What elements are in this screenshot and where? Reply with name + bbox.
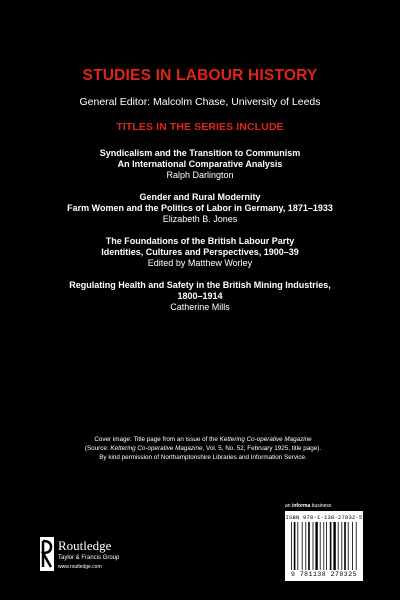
book-author: Catherine Mills bbox=[170, 302, 230, 312]
book-title: Regulating Health and Safety in the British Mining Industries, bbox=[69, 280, 331, 290]
series-title: STUDIES IN LABOUR HISTORY bbox=[82, 67, 318, 84]
book-author: Ralph Darlington bbox=[166, 170, 234, 180]
credit-line-3: By kind permission of Northamptonshire Libraries and Information Service. bbox=[99, 454, 307, 461]
book-subtitle: Farm Women and the Politics of Labor in Germany, 1871–1933 bbox=[67, 203, 333, 213]
list-item bbox=[0, 236, 400, 269]
book-subtitle: An International Comparative Analysis bbox=[117, 159, 283, 169]
book-list bbox=[0, 148, 400, 324]
cover-image-credit bbox=[38, 435, 368, 462]
book-author: Elizabeth B. Jones bbox=[162, 214, 238, 224]
book-subtitle: Identities, Cultures and Perspectives, 1900–39 bbox=[101, 247, 299, 257]
barcode-bars-icon bbox=[291, 522, 357, 570]
list-item bbox=[0, 148, 400, 181]
informa-text: an bbox=[285, 503, 292, 509]
book-title: Syndicalism and the Transition to Communism bbox=[99, 148, 301, 158]
publisher-logo bbox=[40, 537, 190, 573]
credit-text: (Source: bbox=[84, 445, 111, 452]
isbn-text: ISBN 978-1-138-27832-5 bbox=[285, 514, 363, 521]
magazine-name: Kettering Co-operative Magazine bbox=[110, 445, 203, 452]
routledge-logo-icon bbox=[40, 537, 54, 571]
credit-text: Cover image: Title page from an issue of the bbox=[94, 436, 220, 443]
ean-number: 9 781138 278325 bbox=[290, 571, 357, 578]
credit-text: , Vol. 5, No. 52, February 1925, title page). bbox=[202, 445, 322, 452]
informa-text: business bbox=[310, 503, 332, 509]
list-item bbox=[0, 280, 400, 313]
publisher-group: Taylor & Francis Group bbox=[58, 555, 120, 561]
credit-line-1 bbox=[38, 435, 368, 444]
barcode bbox=[285, 511, 363, 581]
list-item bbox=[0, 192, 400, 225]
credit-line-2 bbox=[38, 444, 368, 453]
book-title: Gender and Rural Modernity bbox=[139, 192, 261, 202]
informa-business-tag bbox=[285, 503, 331, 509]
publisher-name: Routledge bbox=[58, 538, 112, 553]
book-title: The Foundations of the British Labour Party bbox=[105, 236, 295, 246]
publisher-url: www.routledge.com bbox=[58, 564, 102, 570]
magazine-name: Kettering Co-operative Magazine bbox=[219, 436, 312, 443]
titles-heading: TITLES IN THE SERIES INCLUDE bbox=[116, 121, 284, 133]
general-editor: General Editor: Malcolm Chase, University of Leeds bbox=[79, 96, 321, 108]
book-author: Edited by Matthew Worley bbox=[147, 258, 253, 268]
informa-brand: informa bbox=[291, 503, 311, 509]
book-subtitle: 1800–1914 bbox=[177, 291, 223, 301]
